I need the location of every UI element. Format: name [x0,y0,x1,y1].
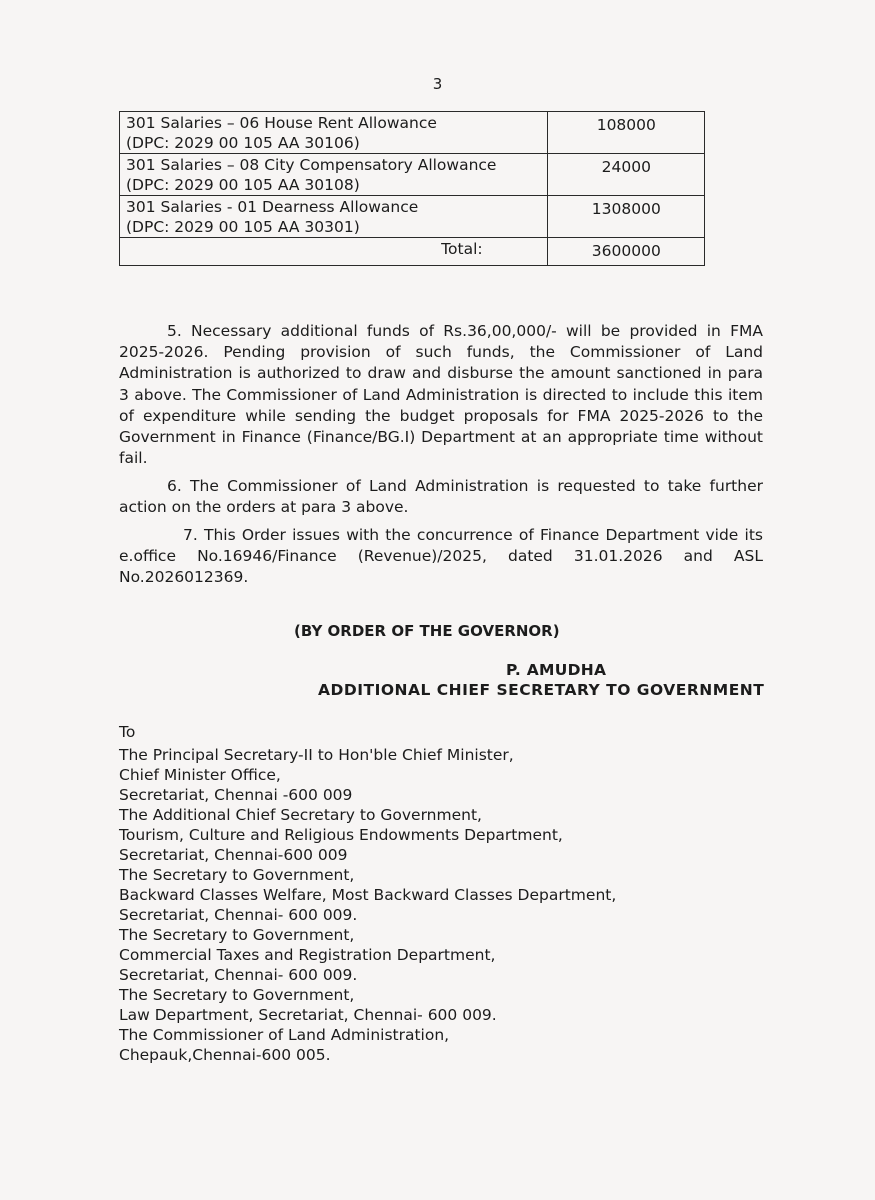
to-label: To [119,723,136,741]
address-line: The Additional Chief Secretary to Government, [119,806,482,824]
address-line: Law Department, Secretariat, Chennai- 600 009. [119,1006,497,1024]
address-block [119,722,616,1065]
address-line: Secretariat, Chennai- 600 009. [119,966,358,984]
row-amount: 108000 [547,112,704,154]
address-line: Chepauk,Chennai-600 005. [119,1046,331,1064]
paragraph-6 [119,476,763,518]
by-order-line: (BY ORDER OF THE GOVERNOR) [294,622,560,640]
table-row [120,154,705,196]
row-head-of-account: 301 Salaries – 08 City Compensatory Allowance [126,156,497,174]
row-amount: 1308000 [547,196,704,238]
row-dpc-code: (DPC: 2029 00 105 AA 30301) [126,218,360,236]
row-head-of-account: 301 Salaries - 01 Dearness Allowance [126,198,419,216]
total-amount: 3600000 [547,238,704,266]
address-line: Secretariat, Chennai-600 009 [119,846,348,864]
address-line: Tourism, Culture and Religious Endowments Department, [119,826,563,844]
address-line: The Secretary to Government, [119,986,355,1004]
row-head-of-account: 301 Salaries – 06 House Rent Allowance [126,114,437,132]
signatory-name: P. AMUDHA [506,661,607,679]
address-line: Secretariat, Chennai- 600 009. [119,906,358,924]
paragraph-6-text: 6. The Commissioner of Land Administration is requested to take further action on the orders at para 3 above. [119,477,763,517]
table-row [120,112,705,154]
row-amount: 24000 [547,154,704,196]
paragraph-7-text: 7. This Order issues with the concurrence of Finance Department vide its e.office No.16946/Finance (Revenue)/2025, dated 31.01.2026 and ASL No.2026012369. [119,526,763,587]
address-line: The Principal Secretary-II to Hon'ble Chief Minister, [119,746,514,764]
table-row [120,196,705,238]
signatory-title: ADDITIONAL CHIEF SECRETARY TO GOVERNMENT [318,681,765,699]
address-line: Commercial Taxes and Registration Department, [119,946,496,964]
row-dpc-code: (DPC: 2029 00 105 AA 30106) [126,134,360,152]
row-description [120,154,548,196]
row-description [120,112,548,154]
address-line: Secretariat, Chennai -600 009 [119,786,353,804]
allowance-table [119,111,705,266]
page-number: 3 [432,75,443,93]
paragraph-5-text: 5. Necessary additional funds of Rs.36,00,000/- will be provided in FMA 2025-2026. Pending provision of such funds, the Commissioner of Land Administration is authorized to draw and disburse the amount sanctioned in para 3 above. The Commissioner of Land Administration is directed to include this item of expenditure while sending the budget proposals for FMA 2025-2026 to the Government in Finance (Finance/BG.I) Department at an appropriate time without fail. [119,322,763,468]
row-description [120,196,548,238]
paragraph-5 [119,321,763,469]
address-line: Chief Minister Office, [119,766,281,784]
address-line: The Secretary to Government, [119,926,355,944]
total-label: Total: [120,238,548,266]
address-line: The Secretary to Government, [119,866,355,884]
table-total-row [120,238,705,266]
address-line: The Commissioner of Land Administration, [119,1026,450,1044]
row-dpc-code: (DPC: 2029 00 105 AA 30108) [126,176,360,194]
paragraph-7 [119,525,763,589]
address-line: Backward Classes Welfare, Most Backward Classes Department, [119,886,617,904]
